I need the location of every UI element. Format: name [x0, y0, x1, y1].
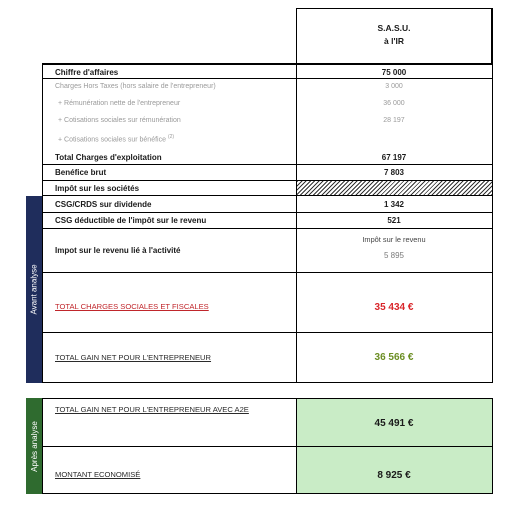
table-left-border [42, 63, 43, 383]
row-value-gain-a2e: 45 491 € [374, 418, 414, 429]
row-divider [42, 164, 492, 165]
row-divider [42, 228, 492, 229]
cotis-benefice-text: + Cotisations sociales sur bénéfice [58, 136, 166, 144]
row-value-impot-revenu: 5 895 [383, 251, 405, 260]
row-label-gain-a2e: TOTAL GAIN NET POUR L'ENTREPRENEUR AVEC A2E [55, 405, 249, 414]
row-value-remuneration: 36 000 [383, 100, 405, 107]
apres-row-divider [42, 446, 493, 447]
table-right-border [492, 8, 493, 383]
row-label-remuneration: + Rémunération nette de l'entrepreneur [58, 100, 181, 107]
row-value-total-gain: 36 566 € [374, 352, 414, 363]
header-line-1: S.A.S.U. [377, 23, 411, 33]
row-divider [42, 212, 492, 213]
header-line-2: à l'IR [384, 36, 404, 46]
row-value-total-charges: 67 197 [381, 153, 407, 162]
row-label-ca: Chiffre d'affaires [55, 68, 119, 77]
avant-analyse-label: Avant analyse [29, 264, 39, 315]
row-divider [42, 78, 492, 79]
row-label-charges-ht: Charges Hors Taxes (hors salaire de l'entrepreneur) [55, 83, 216, 90]
row-label-cotis-benefice [58, 134, 174, 143]
row-value-csg-crds: 1 342 [383, 200, 405, 209]
row-label-total-charges-sociales: TOTAL CHARGES SOCIALES ET FISCALES [55, 302, 209, 311]
row-label-csg-deductible: CSG déductible de l'impôt sur le revenu [55, 216, 207, 225]
row-label-total-charges: Total Charges d'exploitation [55, 153, 162, 162]
row-label-total-gain: TOTAL GAIN NET POUR L'ENTREPRENEUR [55, 353, 212, 362]
row-value-total-charges-sociales: 35 434 € [374, 302, 414, 313]
row-label-csg-crds: CSG/CRDS sur dividende [55, 200, 152, 209]
row-label-economise: MONTANT ECONOMISÉ [55, 470, 141, 479]
row-sublabel-impot-revenu: Impôt sur le revenu [362, 235, 426, 244]
row-label-cotis-remuneration: + Cotisations sociales sur rémunération [58, 117, 181, 124]
impot-societes-hatched-cell [297, 181, 492, 195]
row-label-impot-revenu: Impot sur le revenu lié à l'activité [55, 246, 181, 255]
row-label-impot-societes: Impôt sur les sociétés [55, 184, 140, 193]
apres-analyse-label: Après analyse [29, 420, 39, 472]
row-value-benefice: 7 803 [383, 168, 405, 177]
row-value-charges-ht: 3 000 [385, 83, 403, 90]
row-value-cotis-remuneration: 28 197 [383, 117, 405, 124]
table-bottom-border [42, 382, 492, 383]
row-divider [42, 272, 492, 273]
row-divider [42, 195, 492, 196]
row-divider [42, 332, 492, 333]
row-value-ca: 75 000 [381, 68, 407, 77]
row-value-csg-deductible: 521 [387, 216, 401, 225]
table-top-border [42, 63, 492, 65]
avant-analyse-band [26, 196, 42, 383]
row-value-economise: 8 925 € [377, 470, 411, 481]
cotis-benefice-footnote: (2) [167, 134, 175, 140]
row-label-benefice: Benéfice brut [55, 168, 107, 177]
apres-analyse-band [26, 398, 42, 494]
